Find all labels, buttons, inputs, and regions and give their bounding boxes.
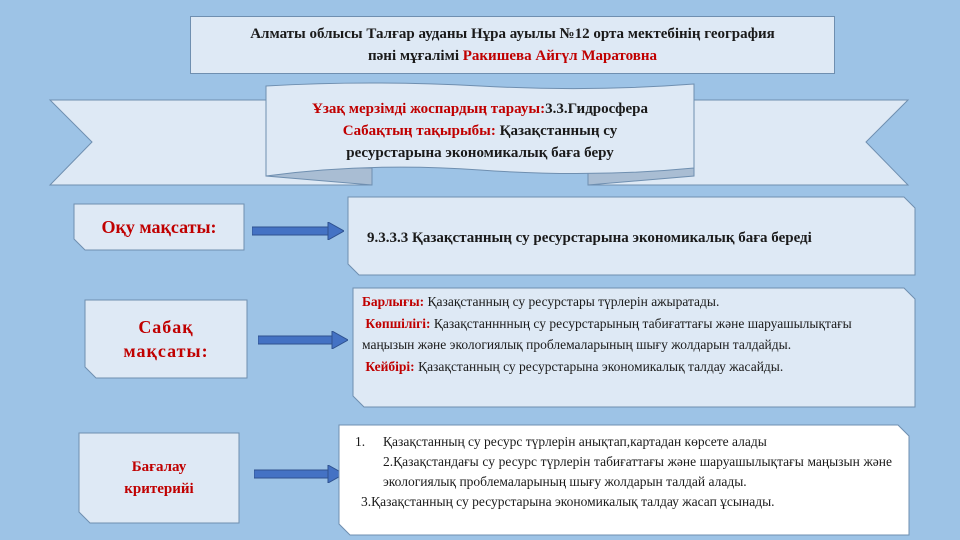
some-label: Кейбірі: — [365, 358, 415, 374]
topic-label: Сабақтың тақырыбы: — [342, 123, 496, 139]
learning-objective-label-box — [73, 203, 245, 251]
header-line-2 — [191, 45, 834, 67]
topic-value: Қазақстанның су — [499, 123, 618, 139]
header-prefix: пәні мұғалімі — [368, 48, 463, 64]
learning-objective-panel — [347, 196, 916, 276]
criteria-item-2: 2.Қазақстандағы су ресурс түрлерін табиғаттағы және шаруашылықтағы маңызын және экологиялық проблемаларының шығу жолдарын талдай алады. — [383, 454, 892, 489]
criteria-label-box — [78, 432, 240, 524]
arrow-right-icon — [252, 222, 344, 240]
criteria-item-3: 3.Қазақстанның су ресурстарына экономикалық талдау жасап ұсынады. — [361, 494, 775, 509]
plan-label: Ұзақ мерзімді жоспардың тарауы: — [312, 101, 546, 117]
teacher-name: Ракишева Айгүл Маратовна — [462, 48, 657, 64]
lesson-objectives-label-1: Сабақ — [138, 317, 194, 337]
lesson-objectives-label-box — [84, 299, 248, 379]
all-text: Қазақстанның су ресурстары түрлерін ажыратады. — [424, 294, 720, 309]
lesson-objectives-label-2: мақсаты: — [123, 341, 209, 361]
topic-value-2: ресурстарына экономикалық баға беру — [346, 145, 614, 161]
all-label: Барлығы: — [362, 294, 425, 309]
lesson-objectives-panel — [352, 287, 916, 408]
header-line-1: Алматы облысы Талғар ауданы Нұра ауылы №12 орта мектебінің география — [250, 26, 775, 42]
most-text: Қазақстанннның су ресурстарының табиғаттағы және шаруашылықтағы маңызын және экологиялық проблемаларының шығу жолдарын талдайды. — [362, 315, 852, 352]
criteria-panel — [338, 424, 910, 536]
criteria-label-2: критерийі — [124, 481, 194, 497]
header-box — [190, 16, 835, 74]
ribbon-text — [268, 98, 692, 164]
learning-objective-text: 9.3.3.3 Қазақстанның су ресурстарына экономикалық баға береді — [367, 230, 812, 246]
most-label: Көпшілігі: — [365, 315, 431, 331]
learning-objective-label: Оқу мақсаты: — [101, 216, 217, 237]
criteria-item1-num: 1. — [355, 434, 366, 449]
some-text: Қазақстанның су ресурстарына экономикалық талдау жасайды. — [414, 358, 784, 374]
arrow-right-icon — [258, 331, 348, 349]
criteria-label-1: Бағалау — [131, 459, 187, 475]
arrow-right-icon — [254, 465, 344, 483]
criteria-item-1: Қазақстанның су ресурс түрлерін анықтап,картадан көрсете алады — [383, 434, 767, 449]
plan-value: 3.3.Гидросфера — [545, 101, 648, 117]
